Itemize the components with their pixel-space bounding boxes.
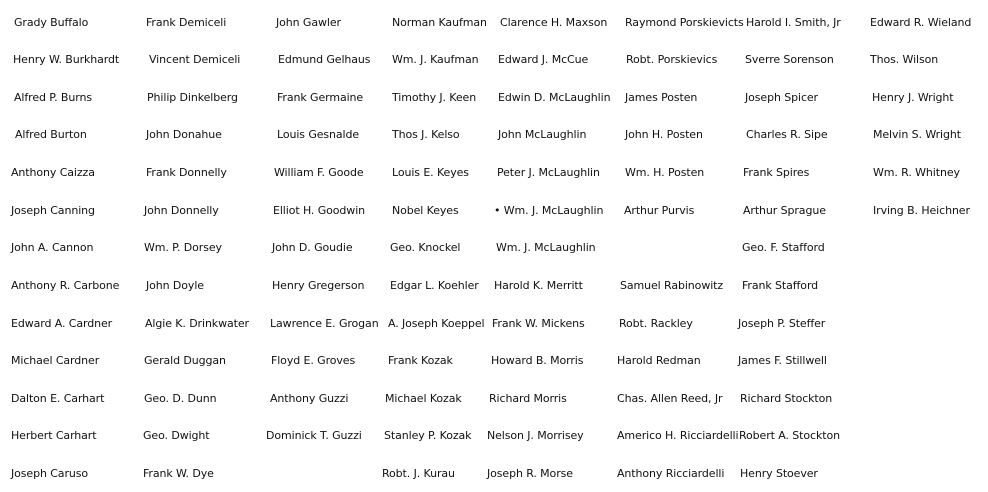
name-entry: Robt. Rackley [619,317,693,330]
name-entry: Louis E. Keyes [392,166,469,179]
name-entry: Edmund Gelhaus [278,53,371,66]
name-entry: John Gawler [276,16,341,29]
name-entry: Robert A. Stockton [739,429,840,442]
name-entry: Wm. H. Posten [625,166,705,179]
name-entry: A. Joseph Koeppel [388,317,485,330]
name-entry: Gerald Duggan [144,354,226,367]
name-entry: Edgar L. Koehler [390,279,479,292]
name-entry: Geo. Knockel [390,241,461,254]
name-entry: Joseph Spicer [745,91,818,104]
name-entry: Frank Germaine [277,91,364,104]
name-entry: Robt. J. Kurau [382,467,455,480]
name-entry: Harold K. Merritt [494,279,583,292]
name-entry: Robt. Porskievics [626,53,718,66]
name-entry: Vincent Demiceli [149,53,241,66]
name-entry: Chas. Allen Reed, Jr [617,392,723,405]
name-entry: Elliot H. Goodwin [273,204,366,217]
name-entry: Henry Gregerson [272,279,365,292]
name-entry: Norman Kaufman [392,16,487,29]
name-entry: Richard Morris [489,392,567,405]
name-entry: Michael Kozak [385,392,462,405]
name-entry: Arthur Sprague [743,204,826,217]
name-entry: Charles R. Sipe [746,128,828,141]
name-entry: John Donnelly [144,204,219,217]
name-entry: Louis Gesnalde [277,128,360,141]
name-entry: Edward R. Wieland [870,16,972,29]
name-entry: Edward A. Cardner [11,317,113,330]
name-entry: Alfred P. Burns [14,91,92,104]
name-entry: Dominick T. Guzzi [266,429,362,442]
name-entry: Philip Dinkelberg [147,91,238,104]
name-entry: Richard Stockton [740,392,833,405]
name-entry: Anthony R. Carbone [11,279,120,292]
name-entry: John McLaughlin [498,128,587,141]
name-entry: Frank Spires [743,166,810,179]
name-entry: John H. Posten [625,128,703,141]
name-entry: Harold Redman [617,354,701,367]
name-entry: Grady Buffalo [14,16,89,29]
name-entry: Frank Stafford [742,279,819,292]
name-entry: Anthony Caizza [11,166,95,179]
name-entry: Clarence H. Maxson [500,16,608,29]
name-entry: Timothy J. Keen [392,91,477,104]
name-entry: John Doyle [146,279,204,292]
name-entry: Algie K. Drinkwater [145,317,249,330]
name-entry: Wm. R. Whitney [873,166,960,179]
name-entry: John A. Cannon [11,241,94,254]
name-entry: Joseph R. Morse [487,467,573,480]
name-entry: Raymond Porskievicts [625,16,744,29]
name-entry: Thos J. Kelso [392,128,460,141]
name-entry: Frank W. Dye [143,467,214,480]
name-entry: Wm. P. Dorsey [144,241,222,254]
name-entry: Henry J. Wright [872,91,954,104]
name-entry: Michael Cardner [11,354,100,367]
name-entry: Howard B. Morris [491,354,584,367]
name-entry: Sverre Sorenson [745,53,834,66]
name-entry: Anthony Ricciardelli [617,467,725,480]
name-entry: Arthur Purvis [624,204,695,217]
name-entry: Harold I. Smith, Jr [746,16,841,29]
name-entry: Peter J. McLaughlin [497,166,600,179]
name-entry: Frank Donnelly [146,166,227,179]
name-entry: Frank Kozak [388,354,453,367]
name-entry: Edward J. McCue [498,53,589,66]
name-entry: William F. Goode [274,166,364,179]
name-entry: Samuel Rabinowitz [620,279,724,292]
name-entry: Irving B. Heichner [873,204,970,217]
name-entry: Floyd E. Groves [271,354,356,367]
name-entry: Henry Stoever [740,467,818,480]
name-entry: Thos. Wilson [870,53,939,66]
name-entry: Wm. J. McLaughlin [496,241,596,254]
name-entry: Joseph Caruso [11,467,88,480]
name-entry: Dalton E. Carhart [11,392,105,405]
name-entry: Geo. Dwight [143,429,210,442]
name-entry: Wm. J. Kaufman [392,53,479,66]
name-entry: Herbert Carhart [11,429,97,442]
name-entry: Joseph Canning [11,204,95,217]
name-entry: Alfred Burton [15,128,87,141]
name-entry: Frank W. Mickens [492,317,585,330]
name-entry: Anthony Guzzi [270,392,349,405]
name-entry: James F. Stillwell [738,354,827,367]
name-entry: Frank Demiceli [146,16,227,29]
name-entry: Nobel Keyes [392,204,459,217]
name-entry: • Wm. J. McLaughlin [494,204,604,217]
name-entry: Stanley P. Kozak [384,429,472,442]
name-entry: Melvin S. Wright [873,128,961,141]
name-entry: James Posten [625,91,698,104]
name-entry: Joseph P. Steffer [738,317,826,330]
name-entry: John Donahue [146,128,222,141]
name-entry: Americo H. Ricciardelli [617,429,739,442]
name-entry: Geo. F. Stafford [742,241,825,254]
name-entry: Geo. D. Dunn [144,392,217,405]
name-entry: Henry W. Burkhardt [13,53,120,66]
name-entry: John D. Goudie [272,241,353,254]
name-entry: Nelson J. Morrisey [487,429,584,442]
name-entry: Edwin D. McLaughlin [498,91,611,104]
name-entry: Lawrence E. Grogan [270,317,379,330]
